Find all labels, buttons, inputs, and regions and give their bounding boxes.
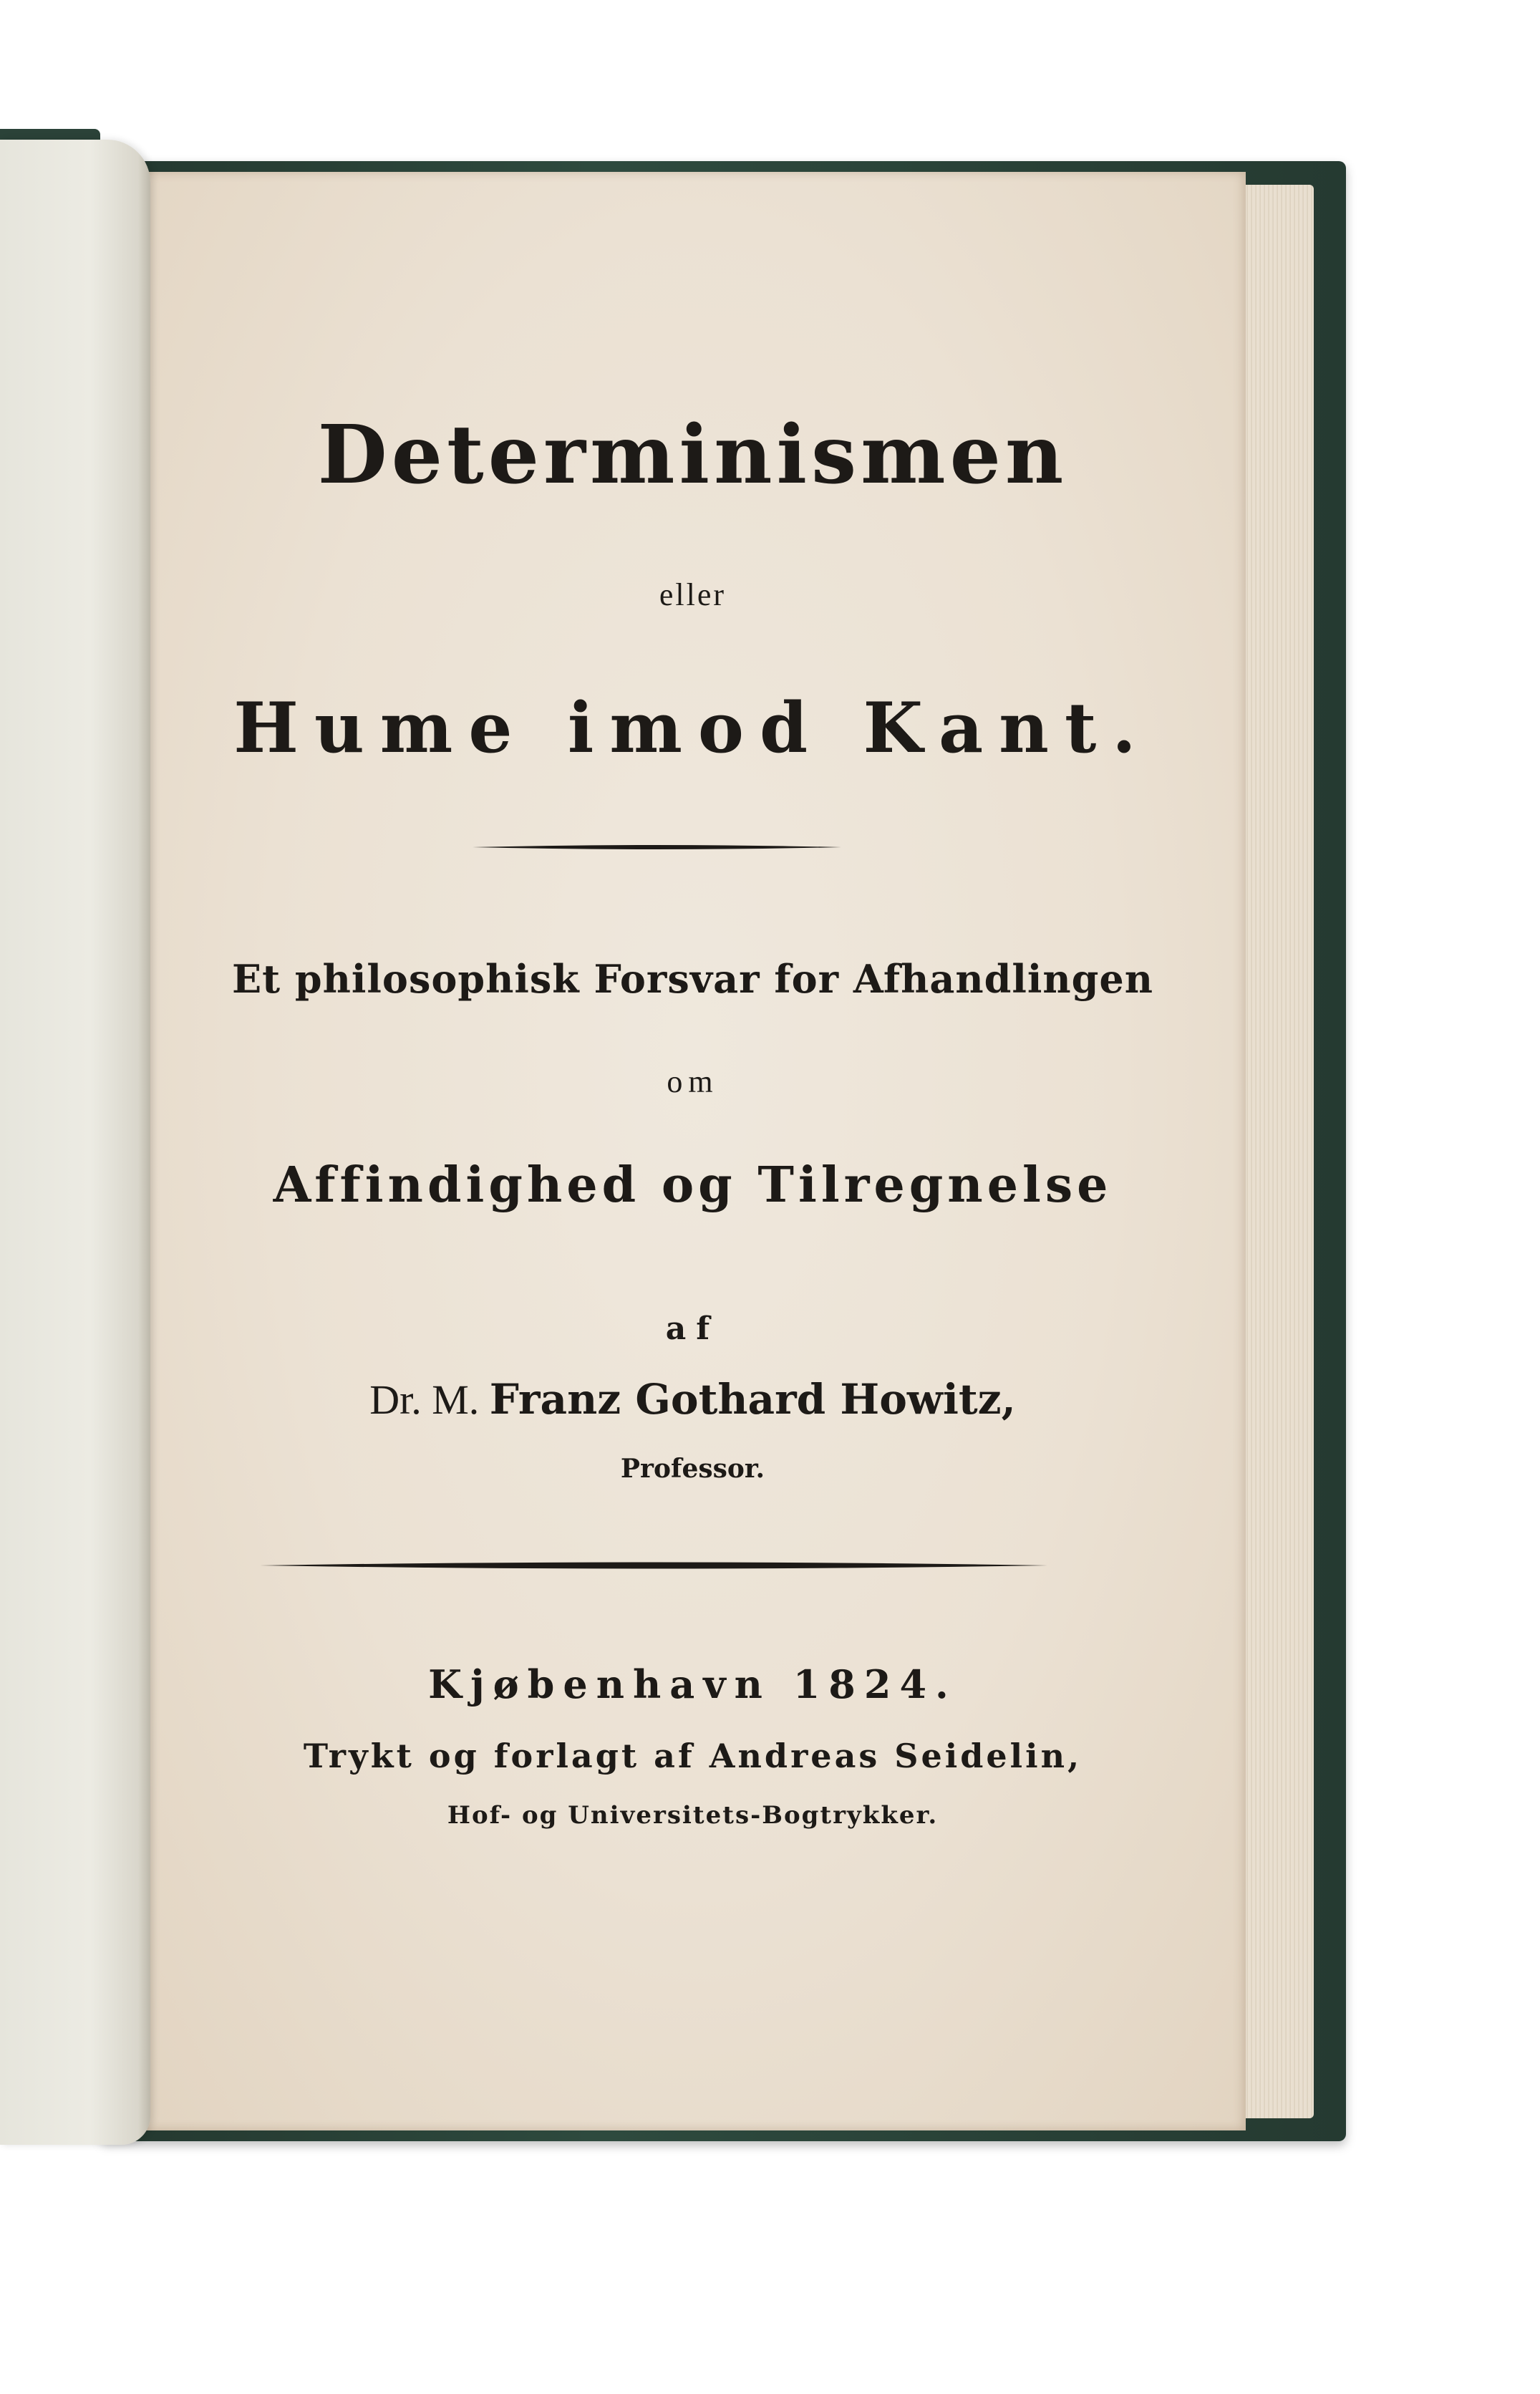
title-connector: eller — [659, 577, 727, 612]
description-line: Et philosophisk Forsvar for Afhandlingen — [231, 956, 1153, 1002]
book-title: Determinismen — [317, 408, 1068, 502]
facing-blank-page — [0, 140, 150, 2145]
imprint-city-year: Kjøbenhavn 1824. — [428, 1661, 957, 1707]
title-page — [140, 172, 1246, 2130]
author-name: Franz Gothard Howitz, — [489, 1375, 1016, 1424]
imprint-printer-role: Hof- og Universitets-Bogtrykker. — [447, 1801, 939, 1830]
imprint-printer: Trykt og forlagt af Andreas Seidelin, — [303, 1737, 1083, 1775]
author-role: Professor. — [620, 1454, 765, 1484]
topic-line: Affindighed og Tilregnelse — [273, 1157, 1113, 1214]
book-subtitle: Hume imod Kant. — [233, 687, 1152, 768]
author-prefix: Dr. M. — [369, 1376, 480, 1423]
by-line: af — [665, 1311, 720, 1347]
preposition-line: om — [667, 1064, 719, 1099]
author-line — [140, 1375, 1246, 1424]
